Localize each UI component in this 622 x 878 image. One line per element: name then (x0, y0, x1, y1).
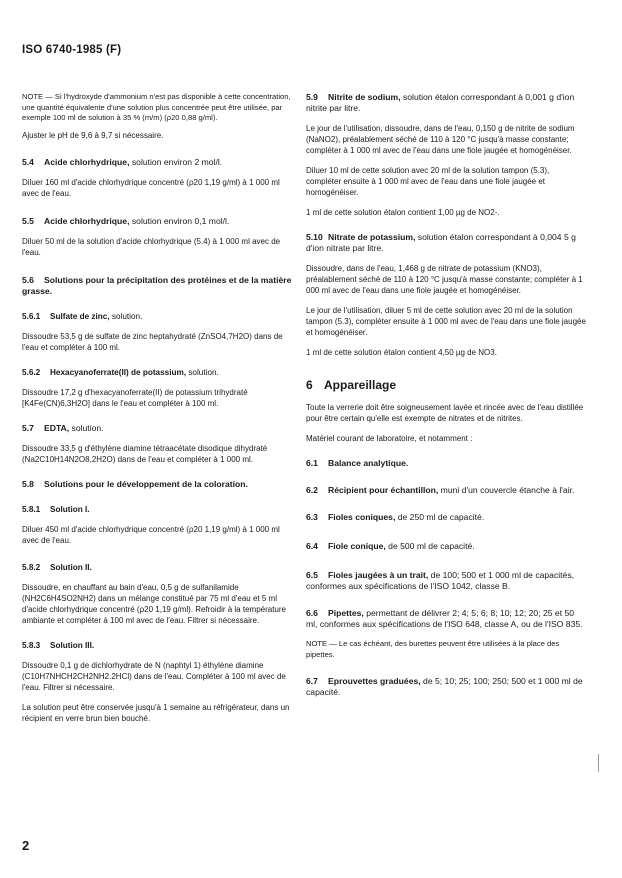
section-heading (22, 562, 296, 573)
section-title: Pipettes, (328, 608, 364, 618)
section-number: 6.5 (306, 570, 318, 580)
section-title: Sulfate de zinc, (50, 311, 110, 321)
section-number: 5.10 (306, 232, 323, 242)
section-title: Nitrite de sodium, (328, 92, 401, 102)
section-description: de 250 ml de capacité. (395, 512, 485, 522)
section-title: Solution III. (50, 640, 95, 650)
paragraph: Diluer 450 ml d'acide chlorhydrique concentré (ρ20 1,19 g/ml) à 1 000 ml avec de l'eau. (22, 524, 280, 545)
section-description: solution étalon correspondant à 0,001 g d'ion nitrite par litre. (306, 92, 575, 113)
section-number: 6 (306, 378, 313, 392)
section-title: Fioles jaugées à un trait, (328, 570, 429, 580)
section-number: 6.4 (306, 541, 318, 551)
section-number: 5.5 (22, 215, 34, 226)
section-description: solution. (109, 311, 143, 321)
paragraph: Dissoudre, dans de l'eau, 1,468 g de nitrate de potassium (KNO3), préalablement séché de 110 à 120 °C jusqu'à masse constante; compléter à 1 000 ml avec de l'eau dans une fiole jaugée et homogénéiser. (306, 264, 583, 295)
section-number: 6.6 (306, 608, 318, 618)
section-number: 5.8.2 (22, 562, 41, 572)
section-description: de 500 ml de capacité. (385, 541, 475, 551)
section-title: Fioles coniques, (328, 512, 396, 522)
section-number: 5.6.1 (22, 311, 41, 321)
section-title: Eprouvettes graduées, (328, 676, 421, 687)
section-heading (306, 232, 586, 254)
section-heading (22, 423, 296, 434)
section-number: 6.7 (306, 676, 318, 687)
paragraph: La solution peut être conservée jusqu'à 1 semaine au réfrigérateur, dans un récipient en verre brun bien bouché. (22, 702, 290, 723)
note-text: NOTE — Le cas échéant, des burettes peuvent être utilisées à la place des pipettes. (306, 639, 560, 659)
section-title: Solutions pour le développement de la coloration. (44, 478, 248, 489)
section-heading (22, 275, 296, 297)
paragraph: Dissoudre 53,5 g de sulfate de zinc heptahydraté (ZnSO4,7H2O) dans de l'eau et compléter à 100 ml. (22, 331, 283, 352)
section-title: Récipient pour échantillon, (328, 485, 439, 495)
section-heading (22, 216, 296, 227)
paragraph: Le jour de l'utilisation, diluer 5 ml de cette solution avec 20 ml de la solution tampon (5.3), compléter ensuite à 1 000 ml avec de l'eau dans une fiole jaugée et homogénéiser. (306, 306, 586, 337)
section-heading (22, 367, 296, 378)
section-title: Balance analytique. (328, 458, 409, 468)
paragraph: Ajuster le pH de 9,6 à 9,7 si nécessaire. (22, 130, 164, 140)
section-heading (306, 608, 586, 630)
section-title: Acide chlorhydrique, (44, 156, 130, 167)
section-title: Appareillage (324, 378, 397, 392)
section-title: Hexacyanoferrate(II) de potassium, (50, 367, 187, 377)
section-title: Solutions pour la précipitation des protéines et de la matière grasse. (22, 274, 292, 296)
paragraph: 1 ml de cette solution étalon contient 4,50 µg de NO3. (306, 348, 497, 357)
paragraph: Diluer 160 ml d'acide chlorhydrique concentré (ρ20 1,19 g/ml) à 1 000 ml avec de l'eau. (22, 177, 280, 198)
section-heading (306, 458, 586, 469)
section-heading (22, 504, 296, 515)
section-title: Acide chlorhydrique, (44, 215, 130, 226)
document-header: ISO 6740-1985 (F) (22, 44, 122, 56)
section-description: solution environ 2 mol/l. (129, 156, 223, 167)
page-number: 2 (22, 838, 30, 853)
section-title: Nitrate de potassium, (328, 232, 416, 242)
section-description: de 100; 500 et 1 000 ml de capacités, conformes aux spécifications de l'ISO 1042, classe B. (306, 570, 575, 591)
margin-mark (598, 754, 599, 772)
paragraph: Dissoudre 17,2 g d'hexacyanoferrate(II) de potassium trihydraté [K4Fe(CN)6,3H2O] dans le l'eau et compléter à 100 ml. (22, 387, 248, 408)
section-description: solution environ 0,1 mol/l. (129, 215, 230, 226)
section-number: 5.8.3 (22, 640, 41, 650)
section-heading (306, 541, 586, 552)
section-title: Solution I. (50, 504, 90, 514)
paragraph: Le jour de l'utilisation, dissoudre, dans de l'eau, 0,150 g de nitrite de sodium (NaNO2), préalablement séché de 110 à 120 °C jusqu'à masse constante; compléter à 1 000 ml avec de l'eau dans une fiole jaugée et homogénéiser. (306, 124, 575, 155)
paragraph: Toute la verrerie doit être soigneusement lavée et rincée avec de l'eau distillée pour être certain qu'elle est exempte de nitrates et de nitrites. (306, 403, 584, 423)
left-column (22, 92, 296, 724)
section-number: 6.1 (306, 458, 318, 468)
section-title: Solution II. (50, 562, 92, 572)
section-number: 5.9 (306, 92, 318, 102)
section-description: permettant de délivrer 2; 4; 5; 6; 8; 10; 12; 20; 25 et 50 ml, conformes aux spécifications de l'ISO 648, classe A, ou de l'ISO 835. (306, 608, 583, 629)
section-number: 6.3 (306, 512, 318, 522)
right-column (306, 92, 586, 698)
section-heading (306, 676, 586, 698)
section-heading (22, 640, 296, 651)
section-number: 5.7 (22, 422, 34, 433)
section-heading (306, 570, 586, 592)
section-number: 5.4 (22, 156, 34, 167)
section-heading (306, 92, 586, 114)
section-heading (22, 479, 296, 490)
paragraph: Dissoudre, en chauffant au bain d'eau, 0,5 g de sulfanilamide (NH2C6H4SO2NH2) dans un mélange constitué par 75 ml d'eau et 5 ml d'acide chlorhydrique concentré (ρ20 1,19 g/ml). Refroidir à la température ambiante et compléter à 100 ml avec de l'eau. Filtrer si nécessaire. (22, 582, 286, 625)
note-text: NOTE — Si l'hydroxyde d'ammonium n'est pas disponible à cette concentration, une quantité équivalente d'une solution plus concentrée peut être utilisée, par exemple 100 ml de solution à 35 % (m/m) (ρ20 0,88 g/ml). (22, 92, 291, 123)
section-number: 6.2 (306, 485, 318, 495)
section-heading (22, 157, 296, 168)
section-heading (306, 512, 586, 523)
paragraph: Dissoudre 33,5 g d'éthylène diamine tétraacétate disodique dihydraté (Na2C10H14N2O8,2H2O) dans de l'eau et compléter à 1 000 ml. (22, 443, 268, 464)
section-heading (306, 485, 586, 496)
paragraph: 1 ml de cette solution étalon contient 1,00 µg de NO2-. (306, 208, 500, 217)
paragraph: Dissoudre 0,1 g de dichlorhydrate de N (naphtyl 1) éthylène diamine (C10H7NHCH2CH2NH2.2HCl) dans de l'eau. Compléter à 100 ml avec de l'eau. Filtrer si nécessaire. (22, 660, 286, 692)
paragraph: Matériel courant de laboratoire, et notamment : (306, 434, 473, 443)
section-number: 5.6.2 (22, 367, 41, 377)
section-title: EDTA, (44, 422, 70, 433)
section-description: solution. (69, 422, 104, 433)
section-description: solution. (186, 367, 219, 377)
section-title: Fiole conique, (328, 541, 386, 551)
section-number: 5.8 (22, 478, 34, 489)
section-number: 5.8.1 (22, 504, 41, 514)
section-description: solution étalon correspondant à 0,004 5 g d'ion nitrate par litre. (306, 232, 576, 253)
section-description: muni d'un couvercle étanche à l'air. (438, 485, 575, 495)
paragraph: Diluer 50 ml de la solution d'acide chlorhydrique (5.4) à 1 000 ml avec de l'eau. (22, 236, 281, 257)
section-description: de 5; 10; 25; 100; 250; 500 et 1 000 ml de capacité. (306, 676, 583, 698)
section-heading (306, 378, 586, 392)
section-heading (22, 311, 296, 322)
section-number: 5.6 (22, 274, 34, 285)
paragraph: Diluer 10 ml de cette solution avec 20 ml de la solution tampon (5.3), compléter ensuite à 1 000 ml avec de l'eau dans une fiole jaugée et homogénéiser. (306, 166, 550, 197)
